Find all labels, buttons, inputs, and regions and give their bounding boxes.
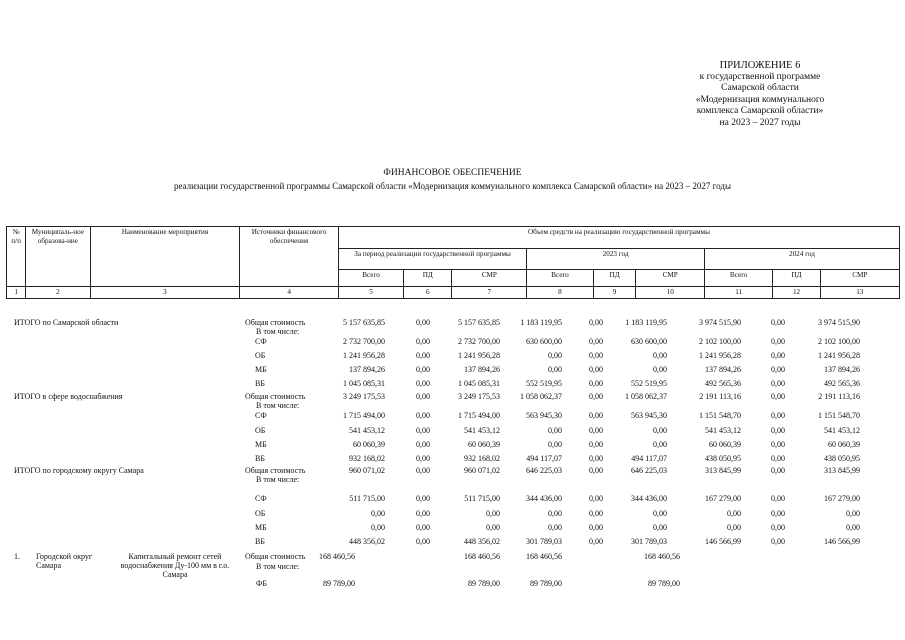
value-cell: 146 566,99	[705, 537, 741, 546]
header-sub: Всего	[704, 270, 773, 287]
header-sub: Всего	[338, 270, 403, 287]
value-cell: 0,00	[589, 440, 603, 449]
col-number: 4	[240, 287, 338, 299]
value-cell: 2 191 113,16	[818, 392, 860, 401]
value-cell: 0,00	[771, 426, 785, 435]
value-cell: 0,00	[416, 365, 430, 374]
value-cell: 168 460,56	[526, 552, 562, 561]
value-cell: 646 225,03	[526, 466, 562, 475]
appendix-line: на 2023 – 2027 годы	[719, 117, 801, 128]
value-cell: 0,00	[589, 392, 603, 401]
source-label: ОБ	[255, 509, 266, 518]
value-cell: 511 715,00	[464, 494, 500, 503]
source-label: ВБ	[255, 537, 265, 546]
value-cell: 60 060,39	[468, 440, 500, 449]
value-cell: 1 715 494,00	[343, 411, 385, 420]
value-cell: 0,00	[589, 509, 603, 518]
value-cell: 0,00	[589, 351, 603, 360]
source-label: В том числе:	[256, 562, 300, 571]
value-cell: 0,00	[653, 351, 667, 360]
value-cell: 0,00	[589, 426, 603, 435]
value-cell: 1 241 956,28	[818, 351, 860, 360]
value-cell: 932 168,02	[349, 454, 385, 463]
appendix-title: ПРИЛОЖЕНИЕ 6	[719, 60, 801, 71]
value-cell: 1 241 956,28	[343, 351, 385, 360]
value-cell: 541 453,12	[705, 426, 741, 435]
value-cell: 511 715,00	[349, 494, 385, 503]
value-cell: 0,00	[589, 537, 603, 546]
value-cell: 137 894,26	[349, 365, 385, 374]
value-cell: 301 789,03	[631, 537, 667, 546]
value-cell: 0,00	[771, 411, 785, 420]
source-label: ОБ	[255, 426, 266, 435]
value-cell: 0,00	[416, 509, 430, 518]
value-cell: 0,00	[771, 523, 785, 532]
value-cell: 137 894,26	[705, 365, 741, 374]
value-cell: 137 894,26	[824, 365, 860, 374]
value-cell: 89 789,00	[530, 579, 562, 588]
value-cell: 0,00	[771, 440, 785, 449]
value-cell: 0,00	[486, 523, 500, 532]
value-cell: 0,00	[589, 318, 603, 327]
document-title: ФИНАНСОВОЕ ОБЕСПЕЧЕНИЕ	[383, 168, 522, 178]
source-label: СФ	[255, 494, 267, 503]
value-cell: 448 356,02	[349, 537, 385, 546]
value-cell: 344 436,00	[631, 494, 667, 503]
source-label: В том числе:	[256, 327, 300, 336]
header-sub: СМР	[820, 270, 899, 287]
col-number: 3	[90, 287, 240, 299]
value-cell: 0,00	[771, 365, 785, 374]
value-cell: 1 045 085,31	[458, 379, 500, 388]
value-cell: 60 060,39	[709, 440, 741, 449]
value-cell: 344 436,00	[526, 494, 562, 503]
source-label: МБ	[255, 365, 267, 374]
section-title: ИТОГО по городскому округу Самара	[14, 466, 144, 475]
value-cell: 3 974 515,90	[818, 318, 860, 327]
value-cell: 541 453,12	[349, 426, 385, 435]
source-label: Общая стоимость	[245, 552, 306, 561]
value-cell: 960 071,02	[349, 466, 385, 475]
value-cell: 5 157 635,85	[343, 318, 385, 327]
value-cell: 0,00	[416, 454, 430, 463]
value-cell: 0,00	[653, 426, 667, 435]
value-cell: 0,00	[846, 523, 860, 532]
value-cell: 552 519,95	[631, 379, 667, 388]
value-cell: 0,00	[416, 351, 430, 360]
value-cell: 0,00	[771, 337, 785, 346]
value-cell: 168 460,56	[644, 552, 680, 561]
value-cell: 541 453,12	[464, 426, 500, 435]
item-number: 1.	[14, 552, 20, 561]
value-cell: 448 356,02	[464, 537, 500, 546]
value-cell: 60 060,39	[828, 440, 860, 449]
source-label: Общая стоимость	[245, 318, 306, 327]
value-cell: 0,00	[771, 494, 785, 503]
value-cell: 563 945,30	[526, 411, 562, 420]
value-cell: 3 974 515,90	[699, 318, 741, 327]
value-cell: 0,00	[416, 466, 430, 475]
value-cell: 89 789,00	[323, 579, 355, 588]
value-cell: 0,00	[589, 411, 603, 420]
col-number: 1	[7, 287, 26, 299]
value-cell: 1 045 085,31	[343, 379, 385, 388]
value-cell: 0,00	[416, 537, 430, 546]
value-cell: 137 894,26	[464, 365, 500, 374]
value-cell: 167 279,00	[824, 494, 860, 503]
value-cell: 0,00	[589, 454, 603, 463]
value-cell: 492 565,36	[705, 379, 741, 388]
value-cell: 0,00	[371, 523, 385, 532]
value-cell: 541 453,12	[824, 426, 860, 435]
value-cell: 0,00	[486, 509, 500, 518]
value-cell: 1 151 548,70	[818, 411, 860, 420]
value-cell: 0,00	[416, 318, 430, 327]
source-label: МБ	[255, 440, 267, 449]
value-cell: 552 519,95	[526, 379, 562, 388]
value-cell: 0,00	[771, 509, 785, 518]
value-cell: 0,00	[416, 337, 430, 346]
source-label: ВБ	[255, 454, 265, 463]
header-event: Наименование мероприятия	[90, 227, 240, 287]
source-label: ВБ	[255, 379, 265, 388]
col-number: 7	[452, 287, 527, 299]
value-cell: 0,00	[771, 379, 785, 388]
source-label: Общая стоимость	[245, 466, 306, 475]
col-number: 11	[704, 287, 773, 299]
section-title: ИТОГО в сфере водоснабжения	[14, 392, 123, 401]
value-cell: 0,00	[416, 523, 430, 532]
item-event: Капитальный ремонт сетей водоснабжения Ду-100 мм в г.о. Самара	[120, 552, 230, 579]
value-cell: 646 225,03	[631, 466, 667, 475]
value-cell: 0,00	[548, 426, 562, 435]
value-cell: 1 715 494,00	[458, 411, 500, 420]
value-cell: 0,00	[771, 454, 785, 463]
value-cell: 2 732 700,00	[343, 337, 385, 346]
value-cell: 563 945,30	[631, 411, 667, 420]
appendix-line: к государственной программе	[699, 71, 821, 82]
value-cell: 2 102 100,00	[699, 337, 741, 346]
value-cell: 301 789,03	[526, 537, 562, 546]
header-sub: СМР	[452, 270, 527, 287]
value-cell: 1 058 062,37	[520, 392, 562, 401]
col-number: 13	[820, 287, 899, 299]
header-volume: Объем средств на реализацию государственной программы	[338, 227, 899, 249]
value-cell: 89 789,00	[648, 579, 680, 588]
header-sub: Всего	[527, 270, 593, 287]
value-cell: 0,00	[589, 523, 603, 532]
appendix-line: «Модернизация коммунального	[695, 94, 825, 105]
source-label: ОБ	[255, 351, 266, 360]
appendix-line: комплекса Самарской области»	[696, 106, 824, 116]
value-cell: 0,00	[771, 537, 785, 546]
header-municipality: Муниципаль-ное образова-ние	[26, 227, 90, 287]
value-cell: 1 151 548,70	[699, 411, 741, 420]
value-cell: 0,00	[653, 365, 667, 374]
value-cell: 146 566,99	[824, 537, 860, 546]
document-subtitle: реализации государственной программы Самарской области «Модернизация коммунального комплекса Самарской области» на 2023 – 2027 годы	[173, 181, 732, 191]
value-cell: 0,00	[653, 509, 667, 518]
value-cell: 0,00	[589, 337, 603, 346]
value-cell: 494 117,07	[631, 454, 667, 463]
col-number: 6	[404, 287, 452, 299]
col-number: 5	[338, 287, 403, 299]
value-cell: 5 157 635,85	[458, 318, 500, 327]
col-number: 8	[527, 287, 593, 299]
value-cell: 0,00	[548, 523, 562, 532]
value-cell: 438 050,95	[705, 454, 741, 463]
source-label: ФБ	[256, 579, 267, 588]
value-cell: 1 058 062,37	[625, 392, 667, 401]
col-number: 9	[593, 287, 636, 299]
header-sub: ПД	[773, 270, 820, 287]
value-cell: 1 241 956,28	[699, 351, 741, 360]
value-cell: 0,00	[771, 392, 785, 401]
value-cell: 492 565,36	[824, 379, 860, 388]
section-title: ИТОГО по Самарской области	[14, 318, 119, 327]
value-cell: 1 183 119,95	[625, 318, 667, 327]
value-cell: 0,00	[727, 523, 741, 532]
source-label: В том числе:	[256, 475, 300, 484]
value-cell: 2 191 113,16	[699, 392, 741, 401]
source-label: МБ	[255, 523, 267, 532]
value-cell: 0,00	[548, 365, 562, 374]
value-cell: 0,00	[727, 509, 741, 518]
source-label: СФ	[255, 337, 267, 346]
value-cell: 0,00	[653, 440, 667, 449]
col-number: 12	[773, 287, 820, 299]
value-cell: 0,00	[548, 351, 562, 360]
value-cell: 1 241 956,28	[458, 351, 500, 360]
value-cell: 0,00	[416, 411, 430, 420]
header-sub: СМР	[636, 270, 705, 287]
value-cell: 0,00	[548, 509, 562, 518]
value-cell: 2 732 700,00	[458, 337, 500, 346]
value-cell: 630 600,00	[526, 337, 562, 346]
source-label: В том числе:	[256, 401, 300, 410]
value-cell: 0,00	[416, 392, 430, 401]
value-cell: 932 168,02	[464, 454, 500, 463]
header-source: Источники финансового обеспечения	[240, 227, 338, 287]
value-cell: 438 050,95	[824, 454, 860, 463]
header-year-2024: 2024 год	[704, 249, 899, 270]
value-cell: 0,00	[371, 509, 385, 518]
value-cell: 1 183 119,95	[520, 318, 562, 327]
header-period-total: За период реализации государственной программы	[338, 249, 526, 270]
header-year-2023: 2023 год	[527, 249, 705, 270]
value-cell: 630 600,00	[631, 337, 667, 346]
value-cell: 167 279,00	[705, 494, 741, 503]
value-cell: 0,00	[653, 523, 667, 532]
value-cell: 0,00	[416, 494, 430, 503]
value-cell: 0,00	[548, 440, 562, 449]
value-cell: 89 789,00	[468, 579, 500, 588]
value-cell: 0,00	[589, 466, 603, 475]
col-number: 2	[26, 287, 90, 299]
value-cell: 0,00	[846, 509, 860, 518]
value-cell: 60 060,39	[353, 440, 385, 449]
header-sub: ПД	[404, 270, 452, 287]
value-cell: 0,00	[771, 466, 785, 475]
value-cell: 168 460,56	[319, 552, 355, 561]
value-cell: 0,00	[589, 494, 603, 503]
value-cell: 0,00	[416, 440, 430, 449]
value-cell: 2 102 100,00	[818, 337, 860, 346]
value-cell: 313 845,99	[705, 466, 741, 475]
value-cell: 0,00	[771, 351, 785, 360]
value-cell: 0,00	[589, 379, 603, 388]
value-cell: 494 117,07	[526, 454, 562, 463]
value-cell: 960 071,02	[464, 466, 500, 475]
value-cell: 3 249 175,53	[343, 392, 385, 401]
value-cell: 0,00	[416, 426, 430, 435]
source-label: СФ	[255, 411, 267, 420]
value-cell: 168 460,56	[464, 552, 500, 561]
source-label: Общая стоимость	[245, 392, 306, 401]
value-cell: 0,00	[771, 318, 785, 327]
header-sub: ПД	[593, 270, 636, 287]
value-cell: 0,00	[416, 379, 430, 388]
value-cell: 0,00	[589, 365, 603, 374]
value-cell: 3 249 175,53	[458, 392, 500, 401]
header-num: № п/п	[7, 227, 26, 287]
value-cell: 313 845,99	[824, 466, 860, 475]
appendix-line: Самарской области	[721, 83, 799, 93]
col-number: 10	[636, 287, 705, 299]
item-municipality: Городской округ Самара	[36, 552, 93, 570]
